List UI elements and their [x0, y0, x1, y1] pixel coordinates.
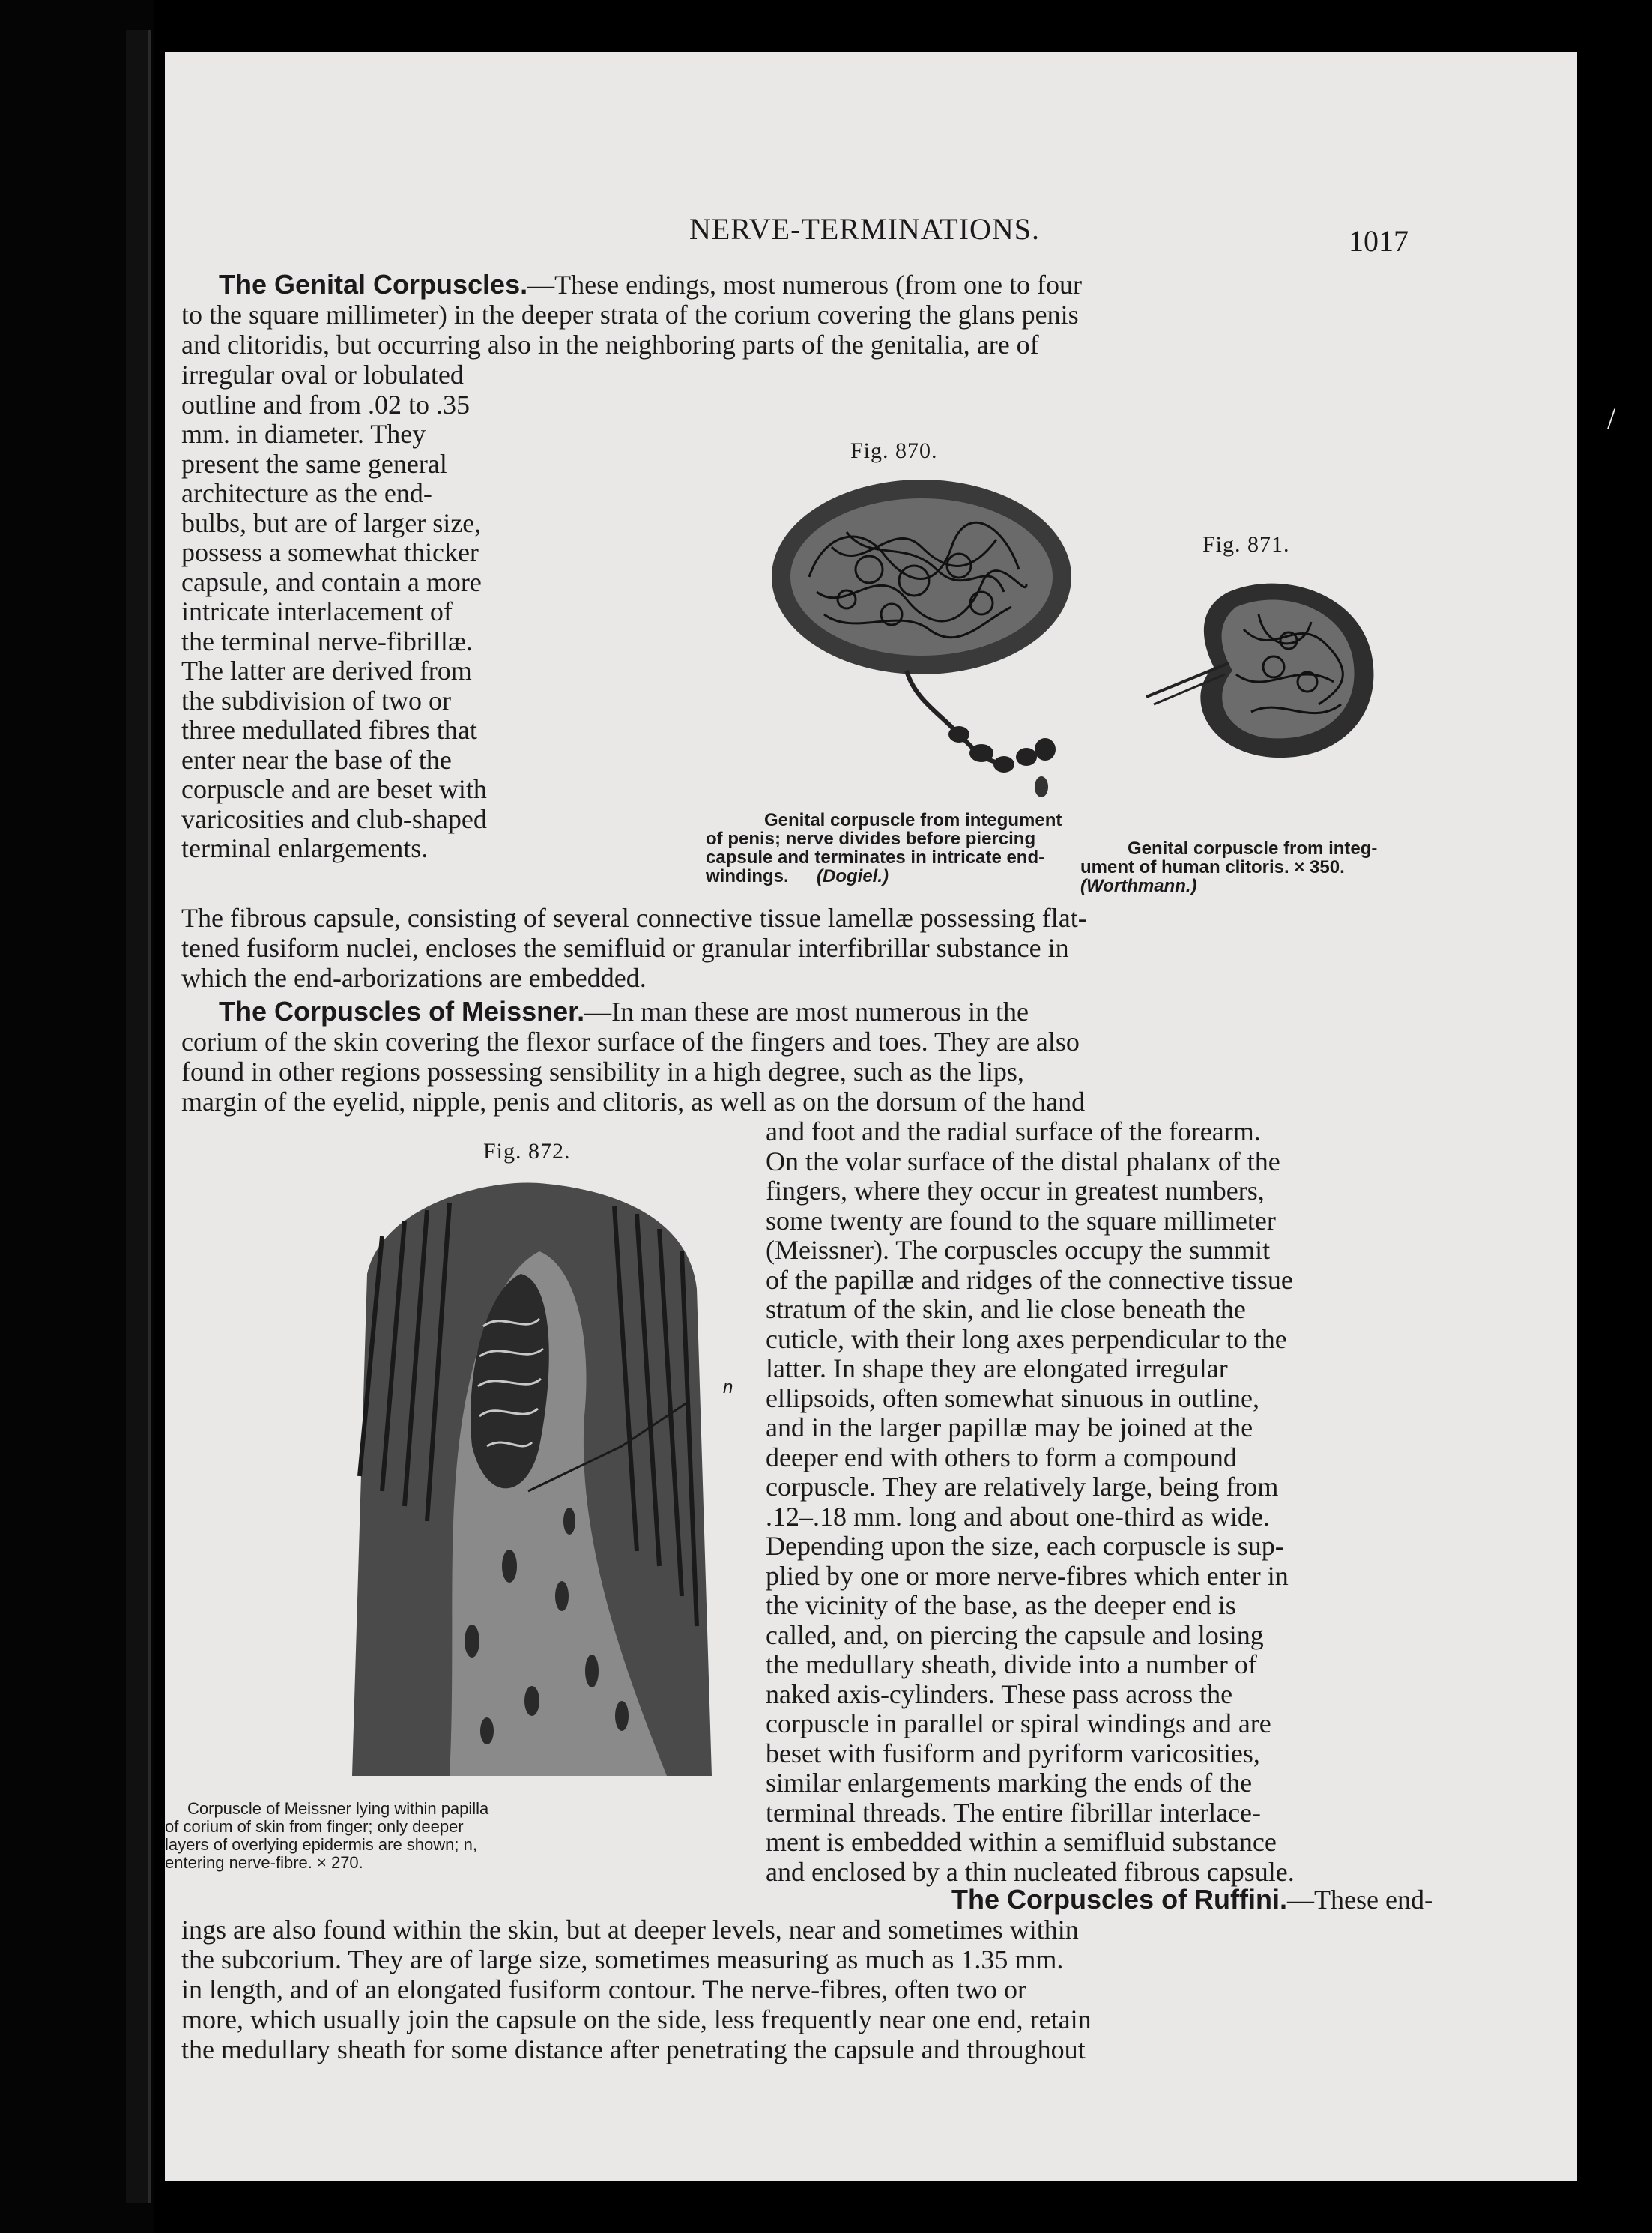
ruffini-line-4: the medullary sheath for some distance after penetrating the capsule and throughout	[181, 2034, 1086, 2064]
fig-871-caption-line-1: ument of human clitoris. × 350.	[1080, 857, 1345, 877]
fig-872-marker: n	[723, 1377, 733, 1397]
meissner-line-3: margin of the eyelid, nipple, penis and clitoris, as well as on the dorsum of the hand	[181, 1087, 1086, 1116]
book-page	[165, 52, 1577, 2181]
genital-narrow-line-14: corpuscle and are beset with	[181, 774, 487, 804]
fig-872-label: Fig. 872.	[483, 1139, 571, 1164]
genital-narrow-line-6: possess a somewhat thicker	[181, 537, 479, 567]
meissner-right-line-17: called, and, on piercing the capsule and losing	[766, 1619, 1264, 1650]
ruffini-first-line	[951, 1885, 1433, 1915]
meissner-right-line-11: deeper end with others to form a compound	[766, 1442, 1237, 1472]
genital-narrow-line-1: outline and from .02 to .35	[181, 389, 470, 420]
meissner-right-line-4: (Meissner). The corpuscles occupy the summit	[766, 1235, 1271, 1265]
genital-heading: The Genital Corpuscles.	[219, 269, 528, 300]
meissner-right-line-8: latter. In shape they are elongated irregular	[766, 1353, 1228, 1383]
meissner-right-line-0: and foot and the radial surface of the forearm.	[766, 1116, 1261, 1146]
meissner-right-line-22: similar enlargements marking the ends of the	[766, 1768, 1253, 1798]
meissner-right-line-24: ment is embedded within a semifluid substance	[766, 1827, 1277, 1857]
fig-870-caption-line-1: of penis; nerve divides before piercing	[706, 829, 1036, 849]
meissner-right-line-25: and enclosed by a thin nucleated fibrous capsule.	[766, 1856, 1295, 1887]
genital-narrow-line-12: three medullated fibres that	[181, 715, 477, 745]
meissner-right-line-10: and in the larger papillæ may be joined at the	[766, 1412, 1253, 1442]
fig-871-credit: (Worthmann.)	[1080, 876, 1197, 896]
genital-narrow-line-11: the subdivision of two or	[181, 685, 451, 716]
running-head: NERVE-TERMINATIONS.	[689, 212, 1040, 246]
meissner-right-line-6: stratum of the skin, and lie close beneath the	[766, 1294, 1246, 1324]
genital-line-1: to the square millimeter) in the deeper strata of the corium covering the glans penis	[181, 300, 1079, 330]
meissner-right-line-21: beset with fusiform and pyriform varicosities,	[766, 1738, 1260, 1768]
genital-narrow-line-0: irregular oval or lobulated	[181, 360, 464, 390]
meissner-right-line-9: ellipsoids, often somewhat sinuous in outline,	[766, 1383, 1259, 1413]
fig-871-illustration	[1146, 569, 1386, 772]
meissner-right-line-20: corpuscle in parallel or spiral windings and are	[766, 1708, 1271, 1738]
fig-871-caption-line-0: Genital corpuscle from integ-	[1128, 838, 1378, 859]
fig-872-caption-line-0: Corpuscle of Meissner lying within papilla	[187, 1799, 489, 1818]
genital-narrow-line-13: enter near the base of the	[181, 744, 452, 775]
meissner-right-line-13: .12–.18 mm. long and about one-third as wide.	[766, 1501, 1270, 1532]
ruffini-line-2: in length, and of an elongated fusiform contour. The nerve-fibres, often two or	[181, 1974, 1027, 2004]
genital-narrow-line-15: varicosities and club-shaped	[181, 803, 487, 834]
fig-870-caption-line-3: windings.	[706, 866, 789, 886]
meissner-right-line-23: terminal threads. The entire fibrillar interlace-	[766, 1797, 1262, 1828]
meissner-line-0: —In man these are most numerous in the	[584, 997, 1029, 1027]
genital-after-2: which the end-arborizations are embedded.	[181, 963, 647, 993]
genital-line-0: —These endings, most numerous (from one to four	[527, 270, 1082, 300]
genital-line-2: and clitoridis, but occurring also in the neighboring parts of the genitalia, are of	[181, 330, 1039, 360]
meissner-right-line-3: some twenty are found to the square millimeter	[766, 1205, 1276, 1236]
genital-narrow-line-3: present the same general	[181, 448, 447, 479]
fig-870-caption-line-0: Genital corpuscle from integument	[764, 810, 1062, 830]
fig-870-label: Fig. 870.	[850, 438, 938, 463]
meissner-line-2: found in other regions possessing sensibility in a high degree, such as the lips,	[181, 1057, 1024, 1087]
margin-mark: /	[1607, 402, 1616, 435]
ruffini-tail: —These end-	[1287, 1885, 1433, 1915]
ruffini-line-3: more, which usually join the capsule on the side, less frequently near one end, retain	[181, 2004, 1092, 2034]
genital-narrow-line-5: bulbs, but are of larger size,	[181, 507, 482, 538]
page-number: 1017	[1349, 224, 1409, 258]
meissner-right-line-7: cuticle, with their long axes perpendicular to the	[766, 1323, 1287, 1354]
genital-narrow-line-16: terminal enlargements.	[181, 833, 429, 863]
ruffini-line-1: the subcorium. They are of large size, sometimes measuring as much as 1.35 mm.	[181, 1945, 1064, 1974]
meissner-right-line-15: plied by one or more nerve-fibres which enter in	[766, 1560, 1289, 1591]
meissner-right-line-19: naked axis-cylinders. These pass across the	[766, 1678, 1233, 1709]
meissner-first-line	[219, 997, 1029, 1027]
meissner-right-line-18: the medullary sheath, divide into a number of	[766, 1649, 1257, 1679]
fig-870-credit: (Dogiel.)	[817, 866, 889, 886]
genital-narrow-line-8: intricate interlacement of	[181, 596, 453, 626]
ruffini-heading: The Corpuscles of Ruffini.	[951, 1884, 1288, 1915]
genital-narrow-line-7: capsule, and contain a more	[181, 566, 482, 597]
fig-870-illustration	[757, 472, 1101, 809]
fig-870-caption-line-2: capsule and terminates in intricate end-	[706, 847, 1045, 868]
genital-narrow-line-2: mm. in diameter. They	[181, 419, 426, 449]
genital-after-0: The fibrous capsule, consisting of several connective tissue lamellæ possessing flat-	[181, 903, 1087, 933]
meissner-right-line-12: corpuscle. They are relatively large, being from	[766, 1472, 1279, 1502]
fig-871-label: Fig. 871.	[1202, 532, 1290, 557]
meissner-right-line-2: fingers, where they occur in greatest numbers,	[766, 1176, 1265, 1206]
meissner-heading: The Corpuscles of Meissner.	[219, 996, 585, 1027]
fig-872-illustration	[337, 1176, 757, 1776]
meissner-right-line-5: of the papillæ and ridges of the connective tissue	[766, 1264, 1293, 1295]
fig-872-caption-line-3: entering nerve-fibre. × 270.	[165, 1853, 363, 1872]
genital-first-line	[219, 270, 1082, 300]
meissner-right-line-14: Depending upon the size, each corpuscle is sup-	[766, 1531, 1284, 1561]
fig-872-caption-line-1: of corium of skin from finger; only deeper	[165, 1817, 464, 1836]
adjacent-page-edge	[126, 30, 151, 2203]
meissner-right-line-1: On the volar surface of the distal phalanx of the	[766, 1146, 1280, 1176]
fig-872-caption-line-2: layers of overlying epidermis are shown; n,	[165, 1835, 477, 1854]
right-margin-dark	[1577, 52, 1652, 2181]
ruffini-line-0: ings are also found within the skin, but at deeper levels, near and sometimes within	[181, 1915, 1079, 1945]
genital-after-1: tened fusiform nuclei, encloses the semifluid or granular interfibrillar substance in	[181, 933, 1069, 963]
meissner-right-line-16: the vicinity of the base, as the deeper end is	[766, 1590, 1236, 1620]
meissner-line-1: corium of the skin covering the flexor surface of the fingers and toes. They are also	[181, 1027, 1080, 1057]
genital-narrow-line-9: the terminal nerve-fibrillæ.	[181, 626, 473, 656]
genital-narrow-line-4: architecture as the end-	[181, 478, 432, 508]
genital-narrow-line-10: The latter are derived from	[181, 656, 472, 686]
